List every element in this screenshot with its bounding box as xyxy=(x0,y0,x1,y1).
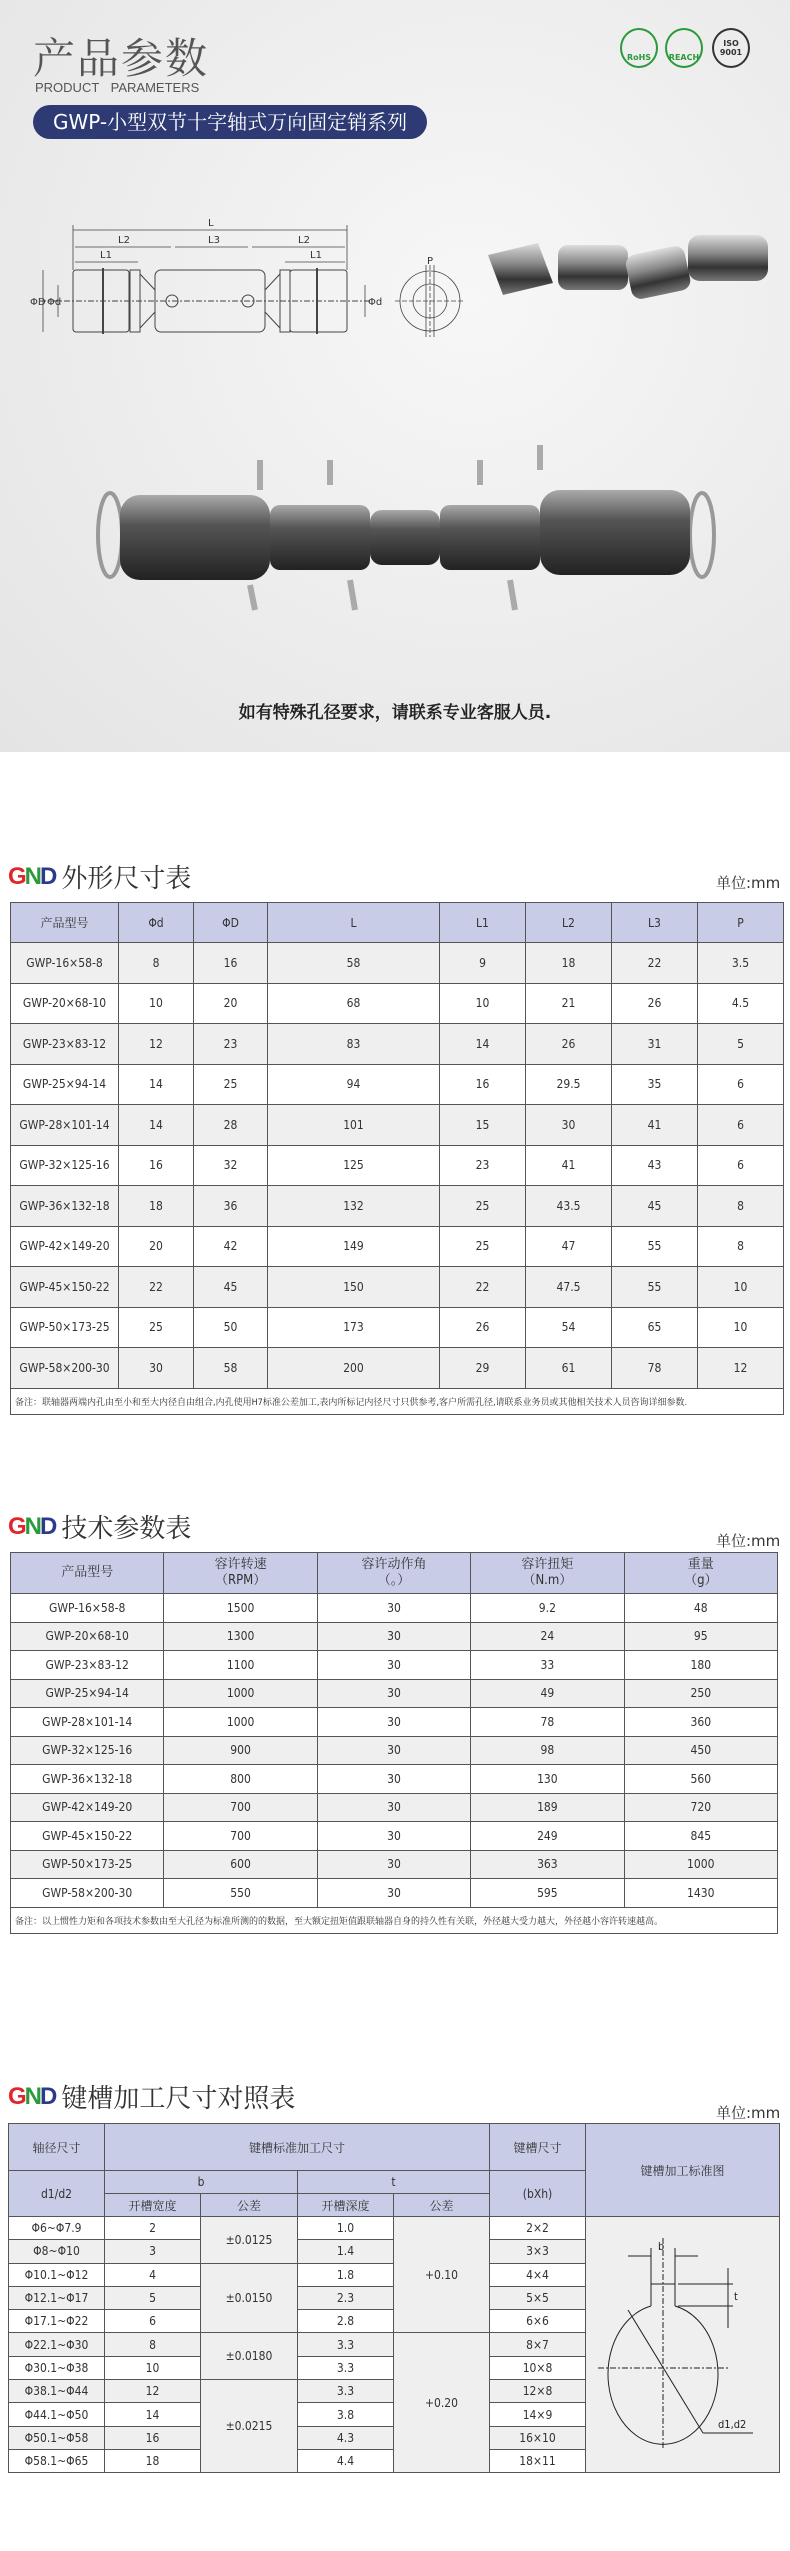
header-row xyxy=(11,903,784,943)
key-size-cell: 14×9 xyxy=(490,2403,586,2426)
table-row xyxy=(11,1622,778,1651)
table-cell: 149 xyxy=(268,1226,440,1267)
label-L: L xyxy=(208,218,214,229)
table-cell: 1500 xyxy=(164,1594,317,1623)
table-cell: 78 xyxy=(471,1708,624,1737)
column-header xyxy=(11,1553,164,1594)
table-row xyxy=(11,1186,784,1227)
label-d-right: Φd xyxy=(368,297,383,308)
table-cell: 22 xyxy=(612,943,698,984)
table-cell: 8 xyxy=(119,943,194,984)
b-tolerance-cell: ±0.0125 xyxy=(201,2217,298,2264)
table-cell: 15 xyxy=(440,1105,526,1146)
table-cell: GWP-32×125-16 xyxy=(11,1736,164,1765)
column-header xyxy=(471,1553,624,1594)
table-cell: 23 xyxy=(440,1145,526,1186)
header-keyway-size: 键槽尺寸 xyxy=(490,2124,586,2171)
table-row xyxy=(11,1267,784,1308)
section-title: 技术参数表 xyxy=(61,1514,192,1544)
table-cell: GWP-50×173-25 xyxy=(11,1850,164,1879)
table-cell: 900 xyxy=(164,1736,317,1765)
table-cell: 150 xyxy=(268,1267,440,1308)
table-cell: 41 xyxy=(612,1105,698,1146)
header-label: 容许动作角 xyxy=(361,1557,427,1572)
table-cell: GWP-32×125-16 xyxy=(11,1145,119,1186)
shaft-size-cell: Φ44.1~Φ50 xyxy=(9,2403,105,2426)
slot-depth-cell: 2.3 xyxy=(298,2286,394,2309)
table-cell: GWP-45×150-22 xyxy=(11,1267,119,1308)
table-cell: 10 xyxy=(698,1307,784,1348)
label-L2: L2 xyxy=(118,235,130,246)
dimension-section-header xyxy=(8,858,191,895)
slot-width-cell: 8 xyxy=(105,2333,201,2356)
keyway-diagram xyxy=(586,2217,780,2473)
table-cell: 29 xyxy=(440,1348,526,1389)
table-cell: 95 xyxy=(624,1622,777,1651)
table-row xyxy=(11,1736,778,1765)
table-cell: 61 xyxy=(526,1348,612,1389)
table-cell: 30 xyxy=(317,1736,470,1765)
table-row xyxy=(11,983,784,1024)
slot-depth-cell: 3.3 xyxy=(298,2380,394,2403)
key-size-cell: 16×10 xyxy=(490,2426,586,2449)
slot-depth-cell: 2.8 xyxy=(298,2310,394,2333)
table-cell: GWP-23×83-12 xyxy=(11,1651,164,1680)
table-cell: GWP-42×149-20 xyxy=(11,1793,164,1822)
slot-width-cell: 16 xyxy=(105,2426,201,2449)
diagram-label-t: t xyxy=(733,2290,738,2304)
label-D: ΦD xyxy=(30,297,46,308)
table-cell: 30 xyxy=(317,1879,470,1908)
table-cell: 29.5 xyxy=(526,1064,612,1105)
header-unit: （g） xyxy=(684,1573,718,1588)
table-cell: 101 xyxy=(268,1105,440,1146)
column-header: P xyxy=(698,903,784,943)
key-size-cell: 5×5 xyxy=(490,2286,586,2309)
b-tolerance-cell: ±0.0150 xyxy=(201,2263,298,2333)
column-header: L1 xyxy=(440,903,526,943)
table-cell: 45 xyxy=(612,1186,698,1227)
column-header: 产品型号 xyxy=(11,903,119,943)
table-cell: 6 xyxy=(698,1145,784,1186)
slot-width-cell: 14 xyxy=(105,2403,201,2426)
table-cell: 26 xyxy=(440,1307,526,1348)
table-row xyxy=(11,1307,784,1348)
coupling-photo-small xyxy=(478,215,778,325)
slot-depth-cell: 1.0 xyxy=(298,2217,394,2240)
table-cell: 55 xyxy=(612,1267,698,1308)
slot-depth-cell: 3.3 xyxy=(298,2333,394,2356)
slot-width-cell: 2 xyxy=(105,2217,201,2240)
table-cell: 32 xyxy=(194,1145,268,1186)
diagram-label-b: b xyxy=(657,2240,664,2254)
table-cell: 800 xyxy=(164,1765,317,1794)
table-cell: 45 xyxy=(194,1267,268,1308)
table-row xyxy=(11,1850,778,1879)
header-diagram: 键槽加工标准图 xyxy=(586,2124,780,2217)
table-cell: 68 xyxy=(268,983,440,1024)
slot-width-cell: 4 xyxy=(105,2263,201,2286)
table-cell: 58 xyxy=(268,943,440,984)
column-header xyxy=(624,1553,777,1594)
column-header: Φd xyxy=(119,903,194,943)
table-cell: 180 xyxy=(624,1651,777,1680)
table-cell: 9.2 xyxy=(471,1594,624,1623)
table-cell: 173 xyxy=(268,1307,440,1348)
table-cell: 1300 xyxy=(164,1622,317,1651)
header-label: 重量 xyxy=(687,1557,714,1572)
table-cell: 16 xyxy=(440,1064,526,1105)
table-row xyxy=(11,1594,778,1623)
table-cell: 189 xyxy=(471,1793,624,1822)
table-row xyxy=(11,1226,784,1267)
header-b: b xyxy=(105,2171,298,2194)
table-cell: 30 xyxy=(119,1348,194,1389)
shaft-size-cell: Φ58.1~Φ65 xyxy=(9,2449,105,2472)
table-cell: 22 xyxy=(440,1267,526,1308)
table-cell: 363 xyxy=(471,1850,624,1879)
series-badge: GWP-小型双节十字轴式万向固定销系列 xyxy=(33,105,427,139)
b-tolerance-cell: ±0.0215 xyxy=(201,2380,298,2473)
header-shaft-size: 轴径尺寸 xyxy=(9,2124,105,2171)
table-cell: 12 xyxy=(698,1348,784,1389)
table-cell: 8 xyxy=(698,1186,784,1227)
product-banner xyxy=(0,0,790,752)
table-cell: 16 xyxy=(119,1145,194,1186)
table-cell: 12 xyxy=(119,1024,194,1065)
gnd-logo: GND xyxy=(8,2082,56,2110)
table-row xyxy=(11,1064,784,1105)
section-title: 外形尺寸表 xyxy=(61,864,192,894)
dimension-table xyxy=(10,902,784,1415)
table-cell: 845 xyxy=(624,1822,777,1851)
shaft-size-cell: Φ38.1~Φ44 xyxy=(9,2380,105,2403)
table-row xyxy=(11,1822,778,1851)
table-cell: 550 xyxy=(164,1879,317,1908)
slot-depth-cell: 4.4 xyxy=(298,2449,394,2472)
table-cell: 18 xyxy=(526,943,612,984)
key-size-cell: 10×8 xyxy=(490,2356,586,2379)
shaft-size-cell: Φ22.1~Φ30 xyxy=(9,2333,105,2356)
shaft-size-cell: Φ50.1~Φ58 xyxy=(9,2426,105,2449)
table-cell: 250 xyxy=(624,1679,777,1708)
section-title: 键槽加工尺寸对照表 xyxy=(61,2084,296,2114)
table-cell: 4.5 xyxy=(698,983,784,1024)
table-cell: GWP-20×68-10 xyxy=(11,983,119,1024)
shaft-size-cell: Φ17.1~Φ22 xyxy=(9,2310,105,2333)
table-cell: 720 xyxy=(624,1793,777,1822)
column-header xyxy=(317,1553,470,1594)
key-size-cell: 18×11 xyxy=(490,2449,586,2472)
table-cell: GWP-28×101-14 xyxy=(11,1708,164,1737)
table-cell: 132 xyxy=(268,1186,440,1227)
table-cell: 249 xyxy=(471,1822,624,1851)
header-label: 产品型号 xyxy=(61,1565,114,1580)
table-cell: 18 xyxy=(119,1186,194,1227)
slot-depth-cell: 4.3 xyxy=(298,2426,394,2449)
label-L1-right: L1 xyxy=(310,250,322,261)
table-cell: 14 xyxy=(119,1064,194,1105)
table-cell: 30 xyxy=(317,1594,470,1623)
table-cell: GWP-28×101-14 xyxy=(11,1105,119,1146)
special-request-note: 如有特殊孔径要求，请联系专业客服人员. xyxy=(238,703,552,723)
header-label: 容许扭矩 xyxy=(521,1557,574,1572)
gnd-logo: GND xyxy=(8,1512,56,1540)
table-cell: GWP-16×58-8 xyxy=(11,943,119,984)
table-cell: 65 xyxy=(612,1307,698,1348)
table-cell: 700 xyxy=(164,1793,317,1822)
header-unit: （RPM） xyxy=(214,1573,267,1588)
table-cell: 1000 xyxy=(164,1708,317,1737)
table-cell: 1000 xyxy=(164,1679,317,1708)
table-cell: 54 xyxy=(526,1307,612,1348)
table-cell: 25 xyxy=(194,1064,268,1105)
slot-width-cell: 10 xyxy=(105,2356,201,2379)
key-size-cell: 6×6 xyxy=(490,2310,586,2333)
slot-depth-cell: 3.3 xyxy=(298,2356,394,2379)
table-cell: 1000 xyxy=(624,1850,777,1879)
table-row xyxy=(11,1708,778,1737)
shaft-size-cell: Φ12.1~Φ17 xyxy=(9,2286,105,2309)
label-L3: L3 xyxy=(208,235,220,246)
table-cell: GWP-36×132-18 xyxy=(11,1765,164,1794)
slot-depth-cell: 1.8 xyxy=(298,2263,394,2286)
table-cell: GWP-45×150-22 xyxy=(11,1822,164,1851)
column-header: L xyxy=(268,903,440,943)
table-cell: 30 xyxy=(317,1679,470,1708)
table-cell: 700 xyxy=(164,1822,317,1851)
table-cell: 360 xyxy=(624,1708,777,1737)
table-row xyxy=(11,1879,778,1908)
table-cell: 98 xyxy=(471,1736,624,1765)
column-header: L3 xyxy=(612,903,698,943)
coupling-outline xyxy=(40,268,370,334)
table-cell: 130 xyxy=(471,1765,624,1794)
table-cell: 31 xyxy=(612,1024,698,1065)
table-row xyxy=(11,1765,778,1794)
table-cell: 50 xyxy=(194,1307,268,1348)
table-cell: 10 xyxy=(119,983,194,1024)
table-cell: 20 xyxy=(194,983,268,1024)
iso-logo: ISO 9001 xyxy=(712,28,750,68)
table-cell: 6 xyxy=(698,1105,784,1146)
tech-section-header xyxy=(8,1508,191,1545)
table-cell: 58 xyxy=(194,1348,268,1389)
table-cell: 5 xyxy=(698,1024,784,1065)
table-cell: 35 xyxy=(612,1064,698,1105)
table-cell: 22 xyxy=(119,1267,194,1308)
table-cell: GWP-25×94-14 xyxy=(11,1064,119,1105)
table-cell: 48 xyxy=(624,1594,777,1623)
key-size-cell: 4×4 xyxy=(490,2263,586,2286)
header-label: 容许转速 xyxy=(214,1557,267,1572)
table-cell: 24 xyxy=(471,1622,624,1651)
table-cell: 36 xyxy=(194,1186,268,1227)
table-cell: 30 xyxy=(317,1708,470,1737)
table-cell: 47 xyxy=(526,1226,612,1267)
table-row xyxy=(11,1105,784,1146)
table-cell: 30 xyxy=(317,1793,470,1822)
slot-width-cell: 18 xyxy=(105,2449,201,2472)
slot-width-cell: 12 xyxy=(105,2380,201,2403)
table-row xyxy=(11,1651,778,1680)
table-cell: 78 xyxy=(612,1348,698,1389)
key-size-cell: 2×2 xyxy=(490,2217,586,2240)
table-cell: GWP-50×173-25 xyxy=(11,1307,119,1348)
slot-width-cell: 6 xyxy=(105,2310,201,2333)
table-cell: 43 xyxy=(612,1145,698,1186)
table-row xyxy=(11,1793,778,1822)
table-cell: 125 xyxy=(268,1145,440,1186)
table-cell: 20 xyxy=(119,1226,194,1267)
table-cell: 595 xyxy=(471,1879,624,1908)
gnd-logo: GND xyxy=(8,862,56,890)
shaft-size-cell: Φ6~Φ7.9 xyxy=(9,2217,105,2240)
keyway-section-header xyxy=(8,2078,295,2115)
table-cell: 450 xyxy=(624,1736,777,1765)
header-t: t xyxy=(298,2171,490,2194)
key-size-cell: 8×7 xyxy=(490,2333,586,2356)
table-cell: 94 xyxy=(268,1064,440,1105)
table-cell: 30 xyxy=(317,1765,470,1794)
coupling-photo-large xyxy=(90,440,730,640)
table-cell: 1100 xyxy=(164,1651,317,1680)
b-tolerance-cell: ±0.0180 xyxy=(201,2333,298,2380)
column-header xyxy=(164,1553,317,1594)
table-note: 备注：联轴器两端内孔由至小和至大内径自由组合,内孔使用H7标准公差加工,表内所标记内径尺寸只供参考,客户所需孔径,请联系业务员或其他相关技术人员咨询详细参数. xyxy=(11,1388,784,1414)
table-cell: 30 xyxy=(317,1622,470,1651)
table-row xyxy=(11,943,784,984)
tech-table xyxy=(10,1552,778,1934)
label-L2-right: L2 xyxy=(298,235,310,246)
table-cell: 10 xyxy=(440,983,526,1024)
keyway-table xyxy=(8,2123,780,2473)
unit-label: 单位:mm xyxy=(716,874,781,892)
key-size-cell: 12×8 xyxy=(490,2380,586,2403)
table-cell: 30 xyxy=(317,1651,470,1680)
table-row xyxy=(11,1679,778,1708)
label-d: Φd xyxy=(47,297,62,308)
table-row xyxy=(11,1348,784,1389)
table-cell: 43.5 xyxy=(526,1186,612,1227)
slot-depth-cell: 3.8 xyxy=(298,2403,394,2426)
table-cell: GWP-36×132-18 xyxy=(11,1186,119,1227)
page-subtitle: PRODUCT PARAMETERS xyxy=(35,80,200,95)
table-cell: GWP-42×149-20 xyxy=(11,1226,119,1267)
header-unit: （N.m） xyxy=(522,1573,573,1588)
label-P: P xyxy=(427,256,434,267)
column-header: ΦD xyxy=(194,903,268,943)
table-cell: 560 xyxy=(624,1765,777,1794)
header-d1-d2: d1/d2 xyxy=(9,2171,105,2217)
header-unit: （。） xyxy=(377,1573,411,1588)
table-cell: 42 xyxy=(194,1226,268,1267)
header-depth: 开槽深度 xyxy=(298,2194,394,2217)
table-cell: 14 xyxy=(440,1024,526,1065)
page-title: 产品参数 xyxy=(33,34,210,83)
unit-label: 单位:mm xyxy=(716,1532,781,1550)
column-header: L2 xyxy=(526,903,612,943)
header-width: 开槽宽度 xyxy=(105,2194,201,2217)
table-row xyxy=(11,1024,784,1065)
header-row xyxy=(11,1553,778,1594)
table-cell: 30 xyxy=(317,1822,470,1851)
reach-logo: REACH xyxy=(665,28,703,68)
key-size-cell: 3×3 xyxy=(490,2240,586,2263)
header-keyway-standard: 键槽标准加工尺寸 xyxy=(105,2124,490,2171)
label-L1: L1 xyxy=(100,250,112,261)
table-cell: GWP-25×94-14 xyxy=(11,1679,164,1708)
table-cell: 83 xyxy=(268,1024,440,1065)
table-cell: GWP-58×200-30 xyxy=(11,1348,119,1389)
table-cell: 33 xyxy=(471,1651,624,1680)
table-cell: 9 xyxy=(440,943,526,984)
table-cell: 1430 xyxy=(624,1879,777,1908)
table-row xyxy=(9,2217,780,2240)
shaft-size-cell: Φ10.1~Φ12 xyxy=(9,2263,105,2286)
table-cell: 200 xyxy=(268,1348,440,1389)
table-cell: 8 xyxy=(698,1226,784,1267)
table-cell: GWP-20×68-10 xyxy=(11,1622,164,1651)
dimension-drawing xyxy=(30,210,480,340)
table-cell: 28 xyxy=(194,1105,268,1146)
table-cell: 41 xyxy=(526,1145,612,1186)
header-bxh: (bXh) xyxy=(490,2171,586,2217)
table-cell: 25 xyxy=(119,1307,194,1348)
slot-depth-cell: 1.4 xyxy=(298,2240,394,2263)
table-cell: 14 xyxy=(119,1105,194,1146)
diagram-label-d: d1,d2 xyxy=(717,2418,746,2432)
table-cell: GWP-23×83-12 xyxy=(11,1024,119,1065)
table-cell: 26 xyxy=(612,983,698,1024)
table-cell: 47.5 xyxy=(526,1267,612,1308)
table-cell: 6 xyxy=(698,1064,784,1105)
unit-label: 单位:mm xyxy=(716,2104,781,2122)
table-cell: 49 xyxy=(471,1679,624,1708)
header-tol: 公差 xyxy=(201,2194,298,2217)
table-cell: 600 xyxy=(164,1850,317,1879)
rohs-logo: RoHS xyxy=(620,28,658,68)
table-cell: 16 xyxy=(194,943,268,984)
table-cell: 23 xyxy=(194,1024,268,1065)
header-tol2: 公差 xyxy=(394,2194,490,2217)
slot-width-cell: 3 xyxy=(105,2240,201,2263)
slot-width-cell: 5 xyxy=(105,2286,201,2309)
t-tolerance-cell: +0.10 xyxy=(394,2217,490,2333)
table-cell: 3.5 xyxy=(698,943,784,984)
table-cell: 25 xyxy=(440,1226,526,1267)
table-cell: 55 xyxy=(612,1226,698,1267)
table-cell: 10 xyxy=(698,1267,784,1308)
t-tolerance-cell: +0.20 xyxy=(394,2333,490,2473)
shaft-size-cell: Φ8~Φ10 xyxy=(9,2240,105,2263)
table-cell: 25 xyxy=(440,1186,526,1227)
table-cell: 21 xyxy=(526,983,612,1024)
table-cell: GWP-16×58-8 xyxy=(11,1594,164,1623)
table-note: 备注：以上惯性力矩和各项技术参数由至大孔径为标准所测的的数据，至大额定扭矩值跟联轴器自身的持久性有关联，外径越大受力越大，外径越小容许转速越高。 xyxy=(11,1907,778,1933)
table-row xyxy=(11,1145,784,1186)
keyway-diagram-svg xyxy=(588,2218,778,2468)
table-cell: GWP-58×200-30 xyxy=(11,1879,164,1908)
table-cell: 30 xyxy=(317,1850,470,1879)
shaft-size-cell: Φ30.1~Φ38 xyxy=(9,2356,105,2379)
table-cell: 26 xyxy=(526,1024,612,1065)
table-cell: 30 xyxy=(526,1105,612,1146)
